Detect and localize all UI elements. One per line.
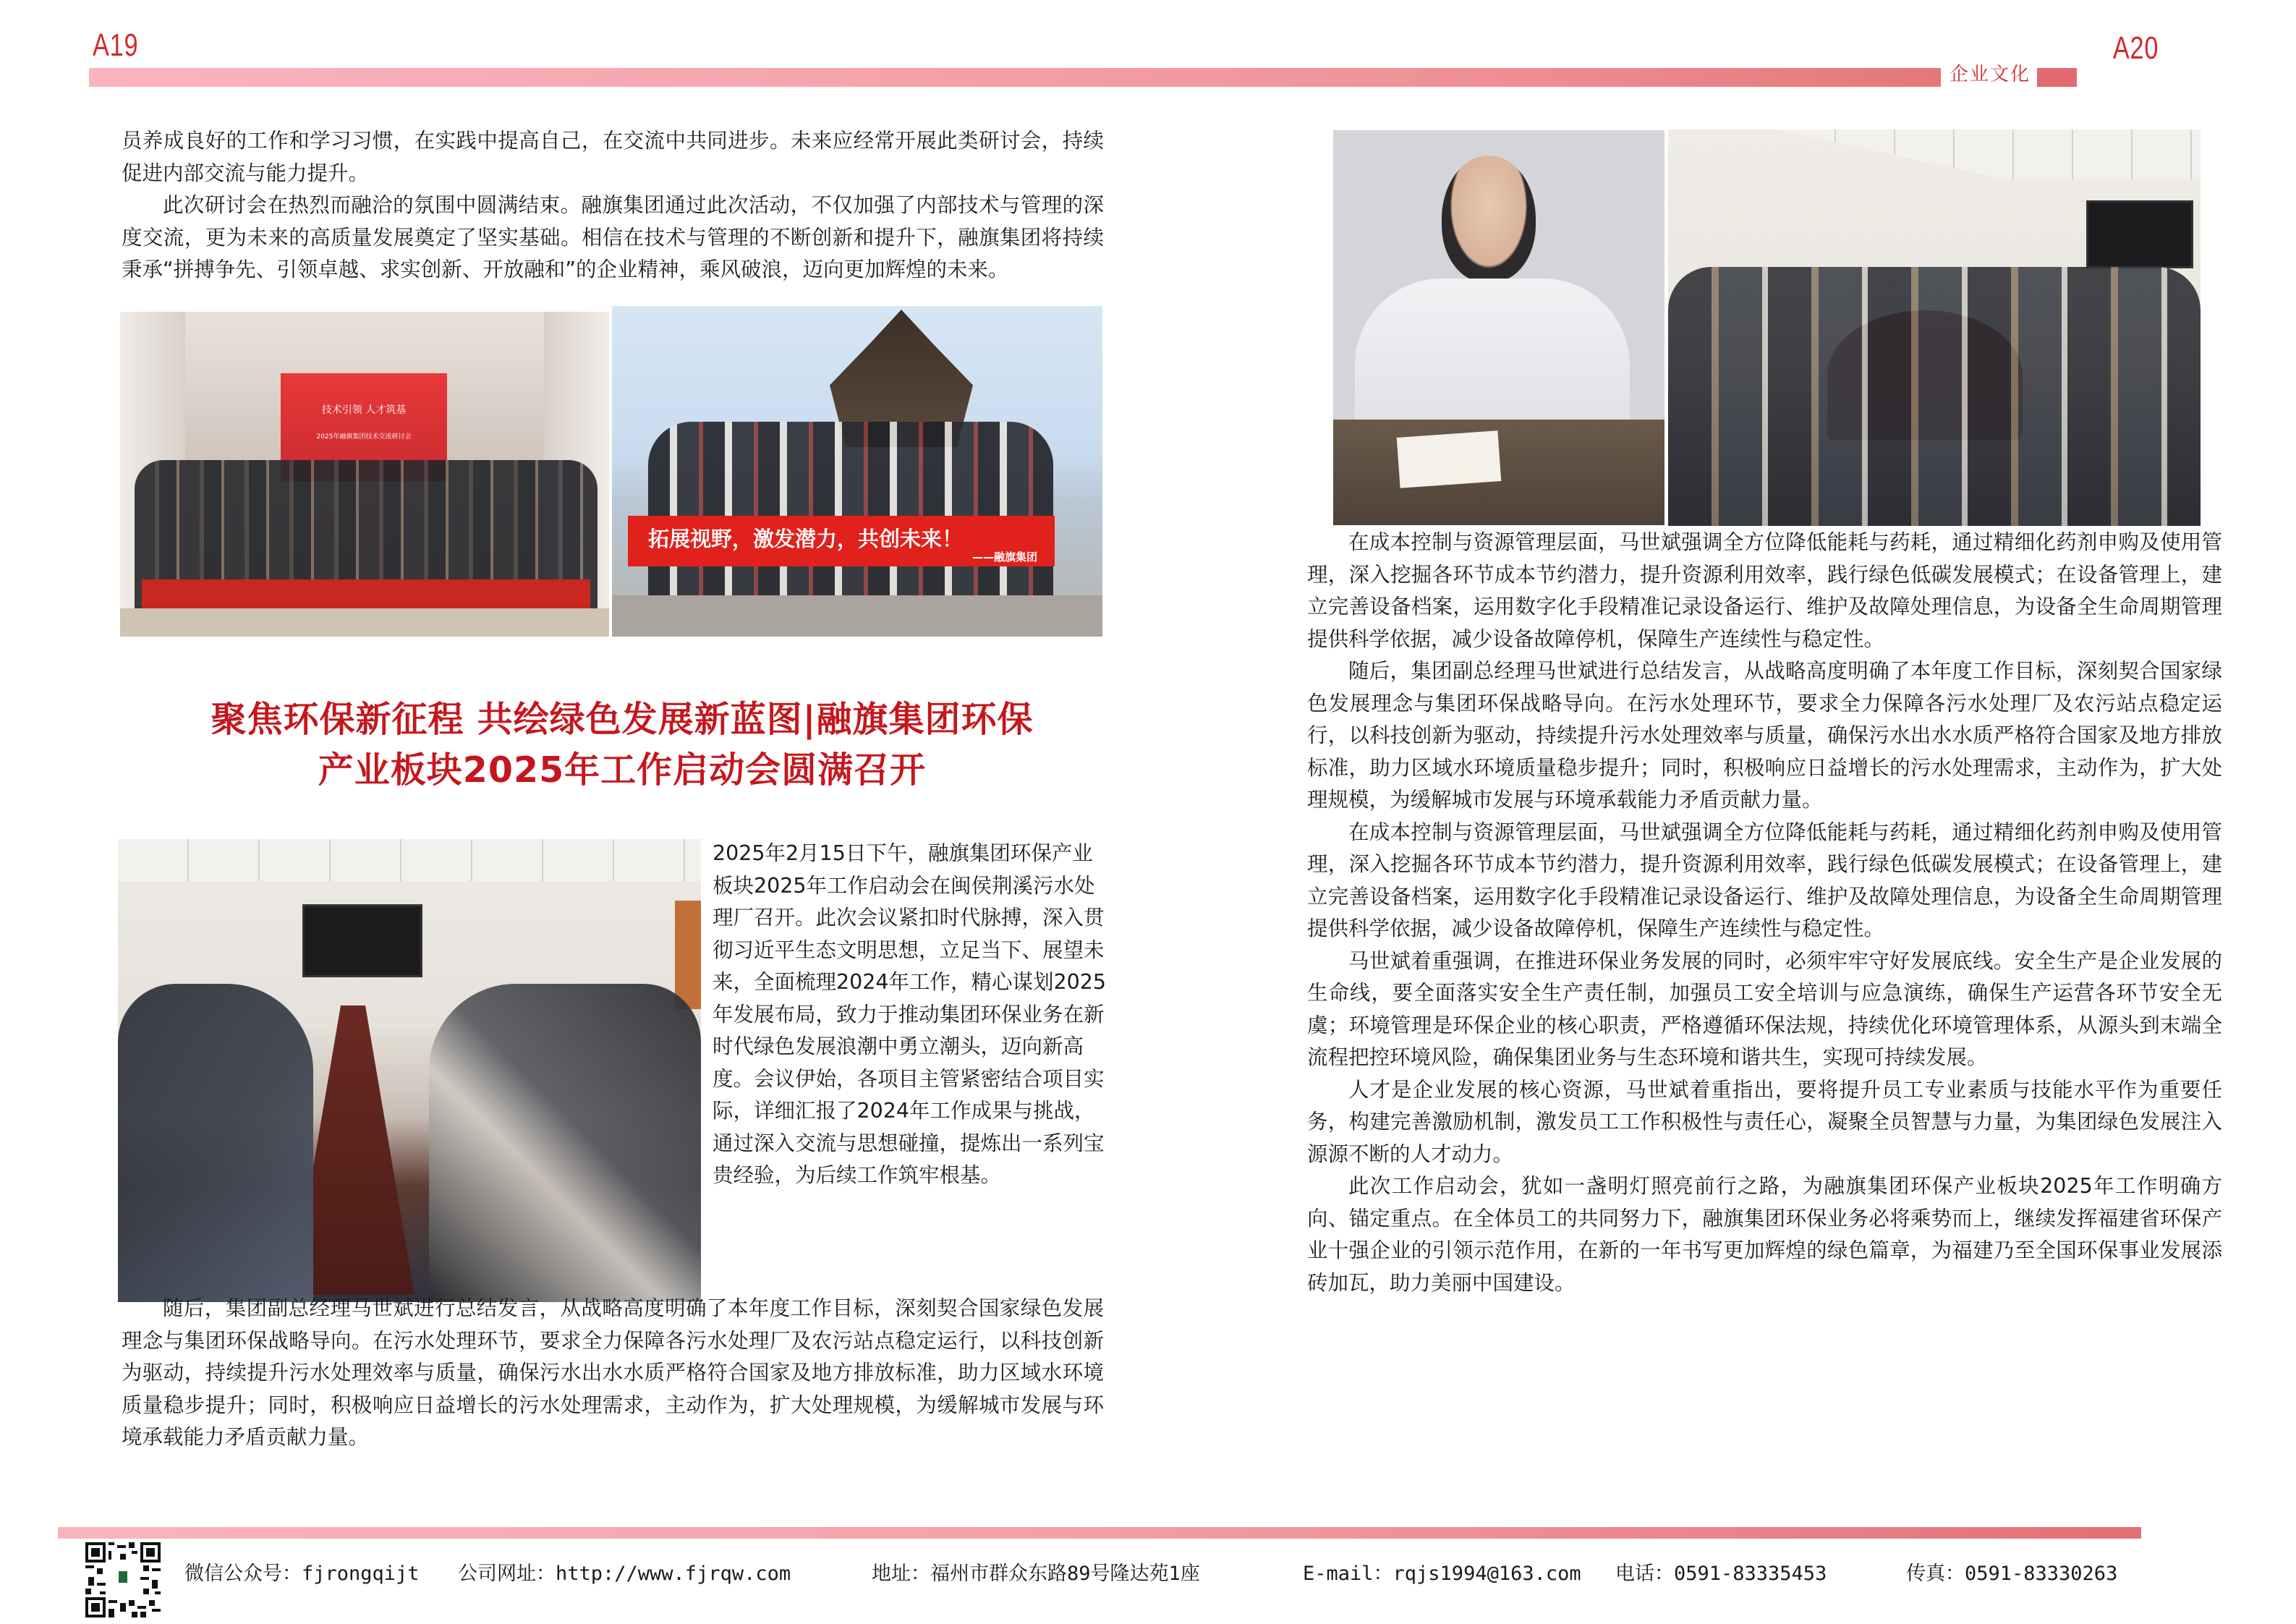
screen-title: 技术引领 人才筑基 bbox=[321, 404, 407, 416]
paragraph: 随后，集团副总经理马世斌进行总结发言，从战略高度明确了本年度工作目标，深刻契合国家绿色发展理念与集团环保战略导向。在污水处理环节，要求全力保障各污水处理厂及农污站点稳定运行，以科技创新为驱动，持续提升污水处理效率与质量，确保污水出水水质严格符合国家及地方排放标准，助力区域水环境质量稳步提升；同时，积极响应日益增长的污水处理需求，主动作为，扩大处理规模，为缓解城市发展与环境承载能力矛盾贡献力量。 bbox=[1307, 659, 2222, 812]
footer-contact-row bbox=[184, 1557, 2117, 1586]
group-photo-outdoor bbox=[612, 306, 1102, 637]
logo-mark bbox=[119, 1571, 127, 1583]
headline-line-1: 聚焦环保新征程 共绘绿色发展新蓝图|融旗集团环保 bbox=[211, 699, 1034, 740]
article-headline bbox=[116, 694, 1128, 796]
header-band-right bbox=[2037, 68, 2077, 87]
footer-website[interactable]: 公司网址：http://www.fjrqw.com bbox=[458, 1563, 791, 1585]
door bbox=[675, 901, 701, 1009]
footer-wechat: 微信公众号：fjrongqijt bbox=[184, 1563, 420, 1585]
red-chairs bbox=[142, 579, 590, 608]
ground bbox=[612, 595, 1102, 637]
footer-email[interactable]: E-mail：rqjs1994@163.com bbox=[1303, 1563, 1581, 1585]
paragraph: 2025年2月15日下午，融旗集团环保产业板块2025年工作启动会在闽侯荆溪污水处理厂召开。此次会议紧扣时代脉搏，深入贯彻习近平生态文明思想，立足当下、展望未来，全面梳理2024年工作，精心谋划2025年发展布局，致力于推动集团环保业务在新时代绿色发展浪潮中勇立潮头，迈向新高度。会议伊始，各项目主管紧密结合项目实际，详细汇报了2024年工作成果与挑战，通过深入交流与思想碰撞，提炼出一系列宝贵经验，为后续工作筑牢根基。 bbox=[713, 841, 1107, 1187]
attendees-right bbox=[429, 984, 701, 1302]
banner-text: 拓展视野，激发潜力，共创未来！ bbox=[648, 527, 964, 551]
paragraph: 员养成良好的工作和学习习惯，在实践中提高自己，在交流中共同进步。未来应经常开展此类研讨会，持续促进内部交流与能力提升。 bbox=[122, 129, 1104, 185]
group-photo-indoor bbox=[120, 312, 609, 637]
banner-sign: ——融旗集团 bbox=[971, 550, 1037, 564]
screen-subtitle: 2025年融旗集团技术交流研讨会 bbox=[316, 433, 412, 441]
meeting-room-photo bbox=[1668, 129, 2201, 526]
footer-phone: 电话：0591-83335453 bbox=[1615, 1563, 1827, 1585]
paragraph: 在成本控制与资源管理层面，马世斌强调全方位降低能耗与药耗，通过精细化药剂申购及使用管理，深入挖掘各环节成本节约潜力，提升资源利用效率，践行绿色低碳发展模式；在设备管理上，建立完善设备档案，运用数字化手段精准记录设备运行、维护及故障处理信息，为设备全生命周期管理提供科学依据，减少设备故障停机，保障生产连续性与稳定性。 bbox=[1307, 530, 2222, 651]
left-intro-text bbox=[122, 125, 1104, 286]
footer-fax: 传真：0591-83330263 bbox=[1906, 1563, 2118, 1585]
meeting-photo-left bbox=[118, 839, 701, 1302]
section-label: 企业文化 bbox=[1950, 64, 2031, 85]
footer-address: 地址：福州市群众东路89号隆达苑1座 bbox=[872, 1563, 1200, 1585]
attendees-left bbox=[118, 984, 313, 1302]
paragraph: 此次研讨会在热烈而融洽的氛围中圆满结束。融旗集团通过此次活动，不仅加强了内部技术与管理的深度交流，更为未来的高质量发展奠定了坚实基础。相信在技术与管理的不断创新和提升下，融旗集团将持续秉承“拼搏争先、引领卓越、求实创新、开放融和”的企业精神，乘风破浪，迈向更加辉煌的未来。 bbox=[122, 193, 1104, 281]
paragraph: 在成本控制与资源管理层面，马世斌强调全方位降低能耗与药耗，通过精细化药剂申购及使用管理，深入挖掘各环节成本节约潜力，提升资源利用效率，践行绿色低碳发展模式；在设备管理上，建立完善设备档案，运用数字化手段精准记录设备运行、维护及故障处理信息，为设备全生命周期管理提供科学依据，减少设备故障停机，保障生产连续性与稳定性。 bbox=[1307, 820, 2222, 940]
paragraph: 此次工作启动会，犹如一盏明灯照亮前行之路，为融旗集团环保产业板块2025年工作明确方向、锚定重点。在全体员工的共同努力下，融旗集团环保业务必将乘势而上，继续发挥福建省环保产业十强企业的引领示范作用，在新的一年书写更加辉煌的绿色篇章，为福建乃至全国环保事业发展添砖加瓦，助力美丽中国建设。 bbox=[1307, 1174, 2222, 1295]
qr-code[interactable] bbox=[85, 1542, 161, 1617]
article-side-text bbox=[713, 838, 1109, 1192]
portrait-photo bbox=[1333, 130, 1664, 525]
ceiling bbox=[118, 839, 701, 881]
notebook bbox=[1397, 430, 1502, 488]
slogan-banner bbox=[628, 516, 1055, 566]
paragraph: 马世斌着重强调，在推进环保业务发展的同时，必须牢牢守好发展底线。安全生产是企业发展的生命线，要全面落实安全生产责任制，加强员工安全培训与应急演练，确保生产运营各环节安全无虞；环境管理是环保企业的核心职责，严格遵循环保法规，持续优化环境管理体系，从源头到末端全流程把控环境风险，确保集团业务与生态环境和谐共生，实现可持续发展。 bbox=[1307, 948, 2222, 1069]
carpet bbox=[120, 608, 609, 637]
tv-screen bbox=[2086, 200, 2193, 268]
headline-line-2: 产业板块2025年工作启动会圆满召开 bbox=[318, 749, 927, 791]
article-bottom-text bbox=[122, 1293, 1104, 1454]
ceiling bbox=[1777, 129, 2201, 180]
footer-band bbox=[58, 1527, 2141, 1539]
tv-screen bbox=[302, 904, 422, 977]
paragraph: 随后，集团副总经理马世斌进行总结发言，从战略高度明确了本年度工作目标，深刻契合国家绿色发展理念与集团环保战略导向。在污水处理环节，要求全力保障各污水处理厂及农污站点稳定运行，以科技创新为驱动，持续提升污水处理效率与质量，确保污水出水水质严格符合国家及地方排放标准，助力区域水环境质量稳步提升；同时，积极响应日益增长的污水处理需求，主动作为，扩大处理规模，为缓解城市发展与环境承载能力矛盾贡献力量。 bbox=[122, 1296, 1104, 1449]
qr-code-icon bbox=[85, 1542, 161, 1617]
paragraph: 人才是企业发展的核心资源，马世斌着重指出，要将提升员工专业素质与技能水平作为重要任务，构建完善激励机制，激发员工工作积极性与责任心，凝聚全员智慧与力量，为集团绿色发展注入源源不断的人才动力。 bbox=[1307, 1077, 2222, 1166]
attendees bbox=[1668, 267, 2201, 526]
header-band bbox=[89, 68, 1952, 87]
right-page-text bbox=[1307, 527, 2222, 1299]
right-page-number: A20 bbox=[2112, 30, 2159, 66]
left-page-number: A19 bbox=[93, 27, 139, 63]
portrait-head bbox=[1442, 156, 1536, 282]
